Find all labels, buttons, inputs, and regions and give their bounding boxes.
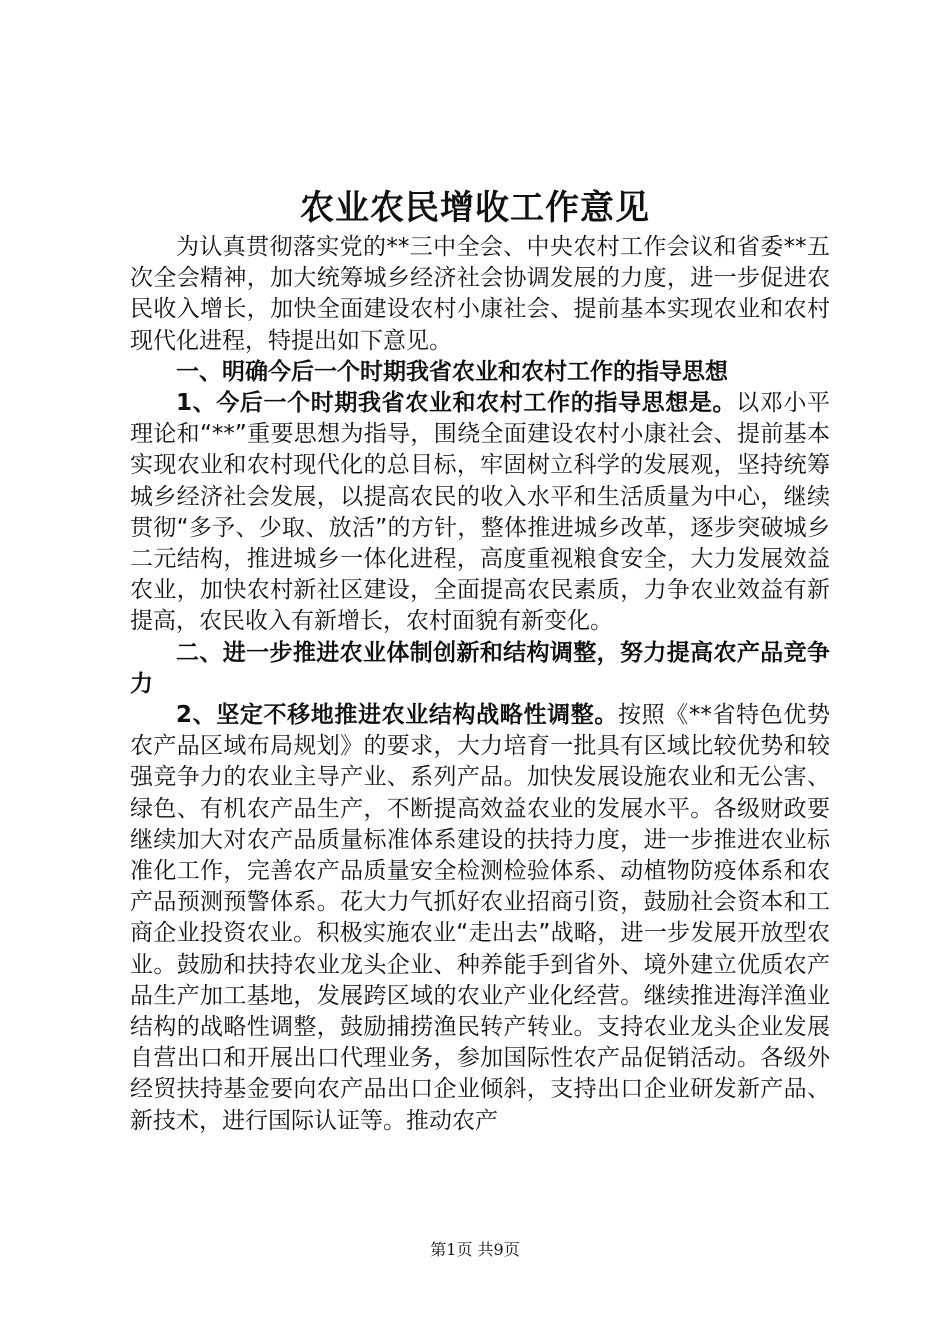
document-body	[130, 232, 830, 1137]
page-footer: 第1页 共9页	[430, 1240, 520, 1259]
paragraph-structural-adjustment	[130, 700, 830, 1137]
paragraph-lead: 2、坚定不移地推进农业结构战略性调整。	[176, 702, 618, 729]
section-heading-1: 一、明确今后一个时期我省农业和农村工作的指导思想	[176, 358, 728, 385]
paragraph-text: 以邓小平理论和“**”重要思想为指导，围绕全面建设农村小康社会、提前基本实现农业和农村现代化的总目标，牢固树立科学的发展观，坚持统筹城乡经济社会发展，以提高农民的收入水平和生活质量为中心，继续贯彻“多予、少取、放活”的方针，整体推进城乡改革，逐步突破城乡二元结构，推进城乡一体化进程，高度重视粮食安全，大力发展效益农业，加快农村新社区建设，全面提高农民素质，力争农业效益有新提高，农民收入有新增长，农村面貌有新变化。	[130, 390, 830, 635]
intro-paragraph	[130, 232, 830, 357]
paragraph-text: 按照《**省特色优势农产品区域布局规划》的要求，大力培育一批具有区域比较优势和较强竞争力的农业主导产业、系列产品。加快发展设施农业和无公害、绿色、有机农产品生产，不断提高效益农业的发展水平。各级财政要继续加大对农产品质量标准体系建设的扶持力度，进一步推进农业标准化工作，完善农产品质量安全检测检验体系、动植物防疫体系和农产品预测预警体系。花大力气抓好农业招商引资，鼓励社会资本和工商企业投资农业。积极实施农业“走出去”战略，进一步发展开放型农业。鼓励和扶持农业龙头企业、种养能手到省外、境外建立优质农产品生产加工基地，发展跨区域的农业产业化经营。继续推进海洋渔业结构的战略性调整，鼓励捕捞渔民转产转业。支持农业龙头企业发展自营出口和开展出口代理业务，参加国际性农产品促销活动。各级外经贸扶持基金要向农产品出口企业倾斜，支持出口企业研发新产品、新技术，进行国际认证等。推动农产	[130, 702, 831, 1134]
paragraph-text: 为认真贯彻落实党的**三中全会、中央农村工作会议和省委**五次全会精神，加大统筹城乡经济社会协调发展的力度，进一步促进农民收入增长，加快全面建设农村小康社会、提前基本实现农业和农村现代化进程，特提出如下意见。	[130, 234, 830, 354]
document-title: 农业农民增收工作意见	[300, 188, 650, 228]
section-heading-2: 二、进一步推进农业体制创新和结构调整，努力提高农产品竞争力	[130, 639, 830, 697]
paragraph-lead: 1、今后一个时期我省农业和农村工作的指导思想是。	[176, 390, 737, 417]
paragraph-guiding-ideology	[130, 388, 830, 638]
